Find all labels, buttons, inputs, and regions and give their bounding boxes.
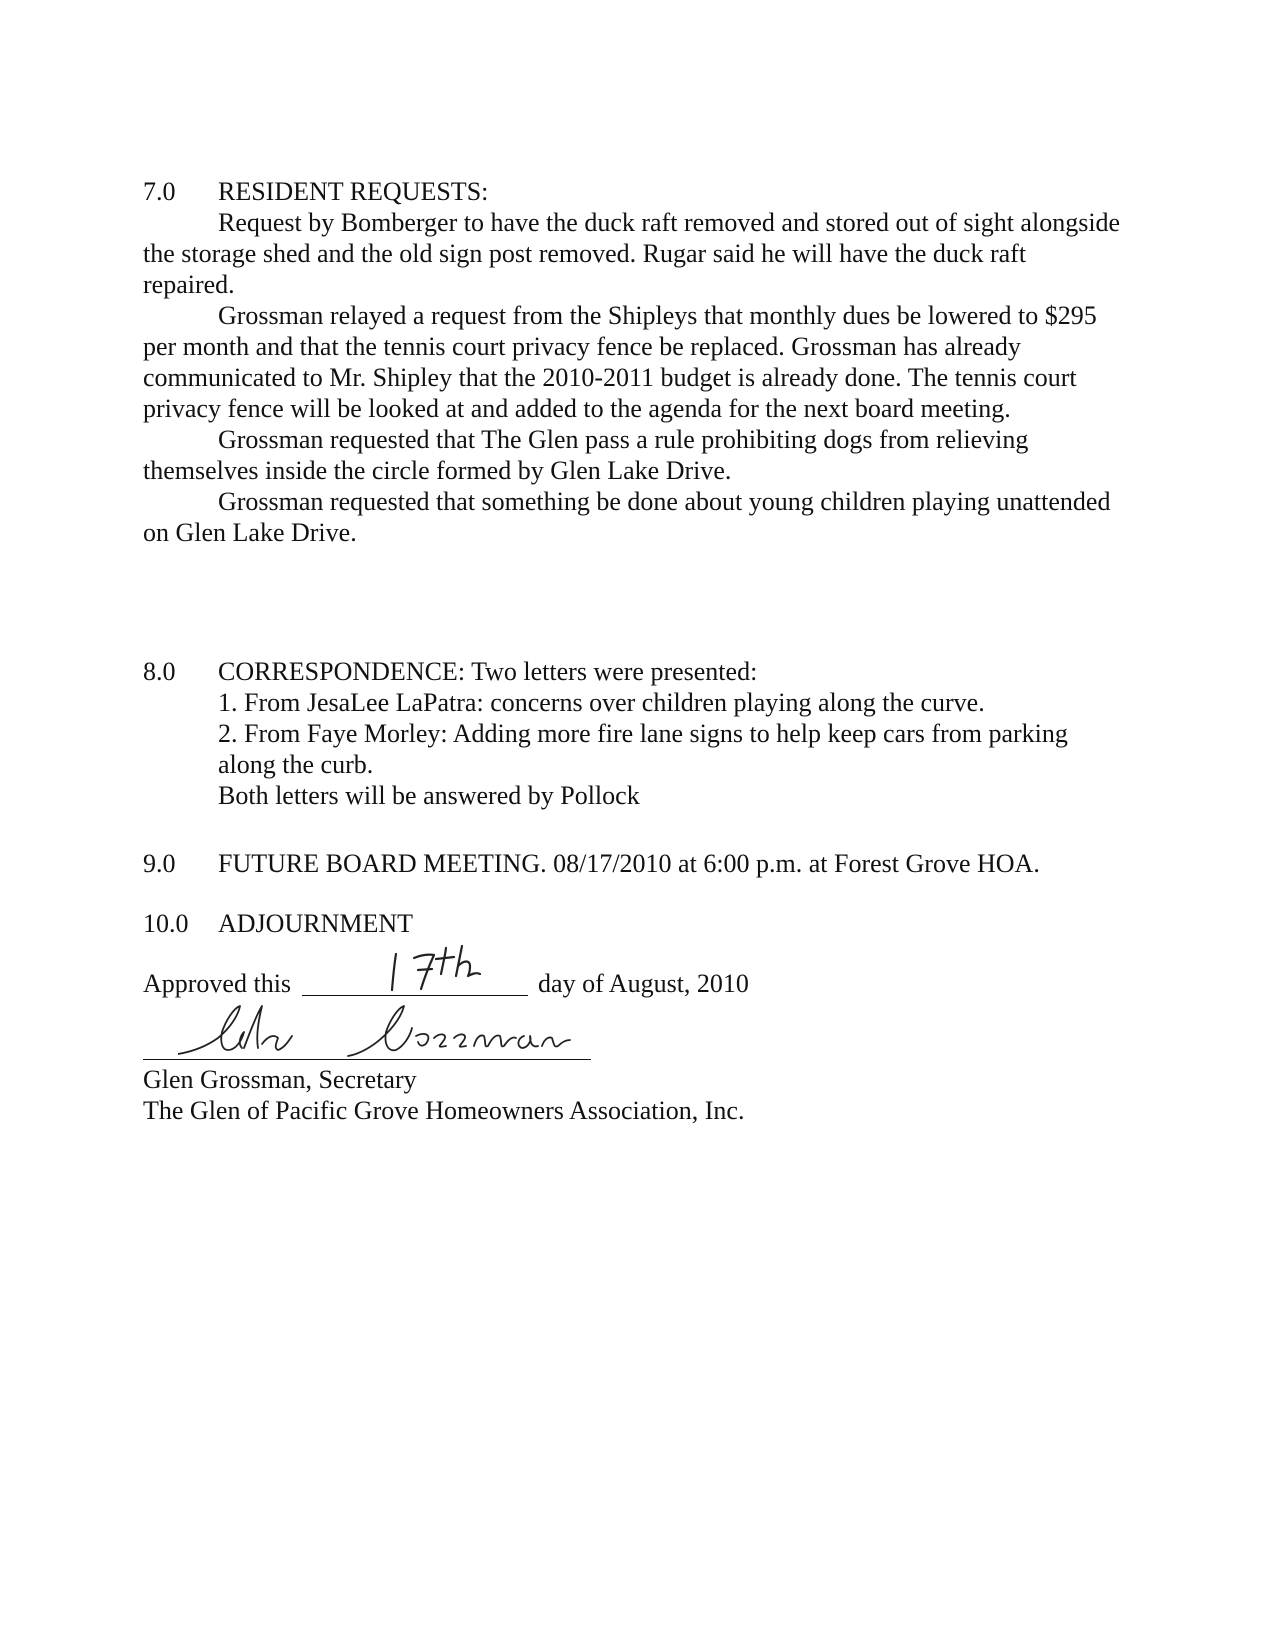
- section-adjournment: [143, 908, 1123, 939]
- section-number: 7.0: [143, 177, 176, 206]
- section-title: CORRESPONDENCE: Two letters were presented:: [218, 657, 758, 686]
- approval-suffix: day of August, 2010: [538, 969, 749, 998]
- section-heading: [143, 848, 1123, 879]
- paragraph: Grossman requested that something be done about young children playing unattended on Glen Lake Drive.: [143, 487, 1111, 547]
- section-future-board-meeting: [143, 848, 1123, 879]
- section-correspondence: [143, 656, 1123, 811]
- section-heading: [143, 908, 1123, 939]
- list-item: 1. From JesaLee LaPatra: concerns over children playing along the curve.: [218, 688, 985, 717]
- approval-prefix: Approved this: [143, 969, 292, 998]
- section-heading: [143, 656, 1123, 687]
- section-title: FUTURE BOARD MEETING. 08/17/2010 at 6:00 p.m. at Forest Grove HOA.: [218, 849, 1040, 878]
- paragraph: Request by Bomberger to have the duck raft removed and stored out of sight alongside the storage shed and the old sign post removed. Rugar said he will have the duck raft repaired.: [143, 208, 1121, 299]
- list-item: 2. From Faye Morley: Adding more fire lane signs to help keep cars from parking along the curb.: [218, 719, 1068, 779]
- list-item: Both letters will be answered by Pollock: [218, 781, 640, 810]
- paragraph: Grossman relayed a request from the Shipleys that monthly dues be lowered to $295 per month and that the tennis court privacy fence be replaced. Grossman has already communicated to Mr. Shipley that the 2010-2011 budget is already done. The tennis court privacy fence will be looked at and added to the agenda for the next board meeting.: [143, 301, 1097, 423]
- section-number: 9.0: [143, 849, 176, 878]
- signer-name: Glen Grossman, Secretary: [143, 1065, 417, 1094]
- section-number: 8.0: [143, 657, 176, 686]
- section-resident-requests: [143, 176, 1123, 548]
- section-title: RESIDENT REQUESTS:: [218, 177, 489, 206]
- organization-name: The Glen of Pacific Grove Homeowners Association, Inc.: [143, 1096, 745, 1125]
- signature-line: [143, 1059, 591, 1060]
- signer-block: [143, 1064, 744, 1126]
- paragraph: Grossman requested that The Glen pass a rule prohibiting dogs from relieving themselves inside the circle formed by Glen Lake Drive.: [143, 425, 1029, 485]
- section-number: 10.0: [143, 909, 189, 938]
- section-title: ADJOURNMENT: [218, 909, 413, 938]
- section-heading: [143, 176, 1123, 207]
- handwritten-day: [388, 944, 508, 996]
- handwritten-signature: [178, 1002, 638, 1062]
- approval-line: [143, 968, 1043, 999]
